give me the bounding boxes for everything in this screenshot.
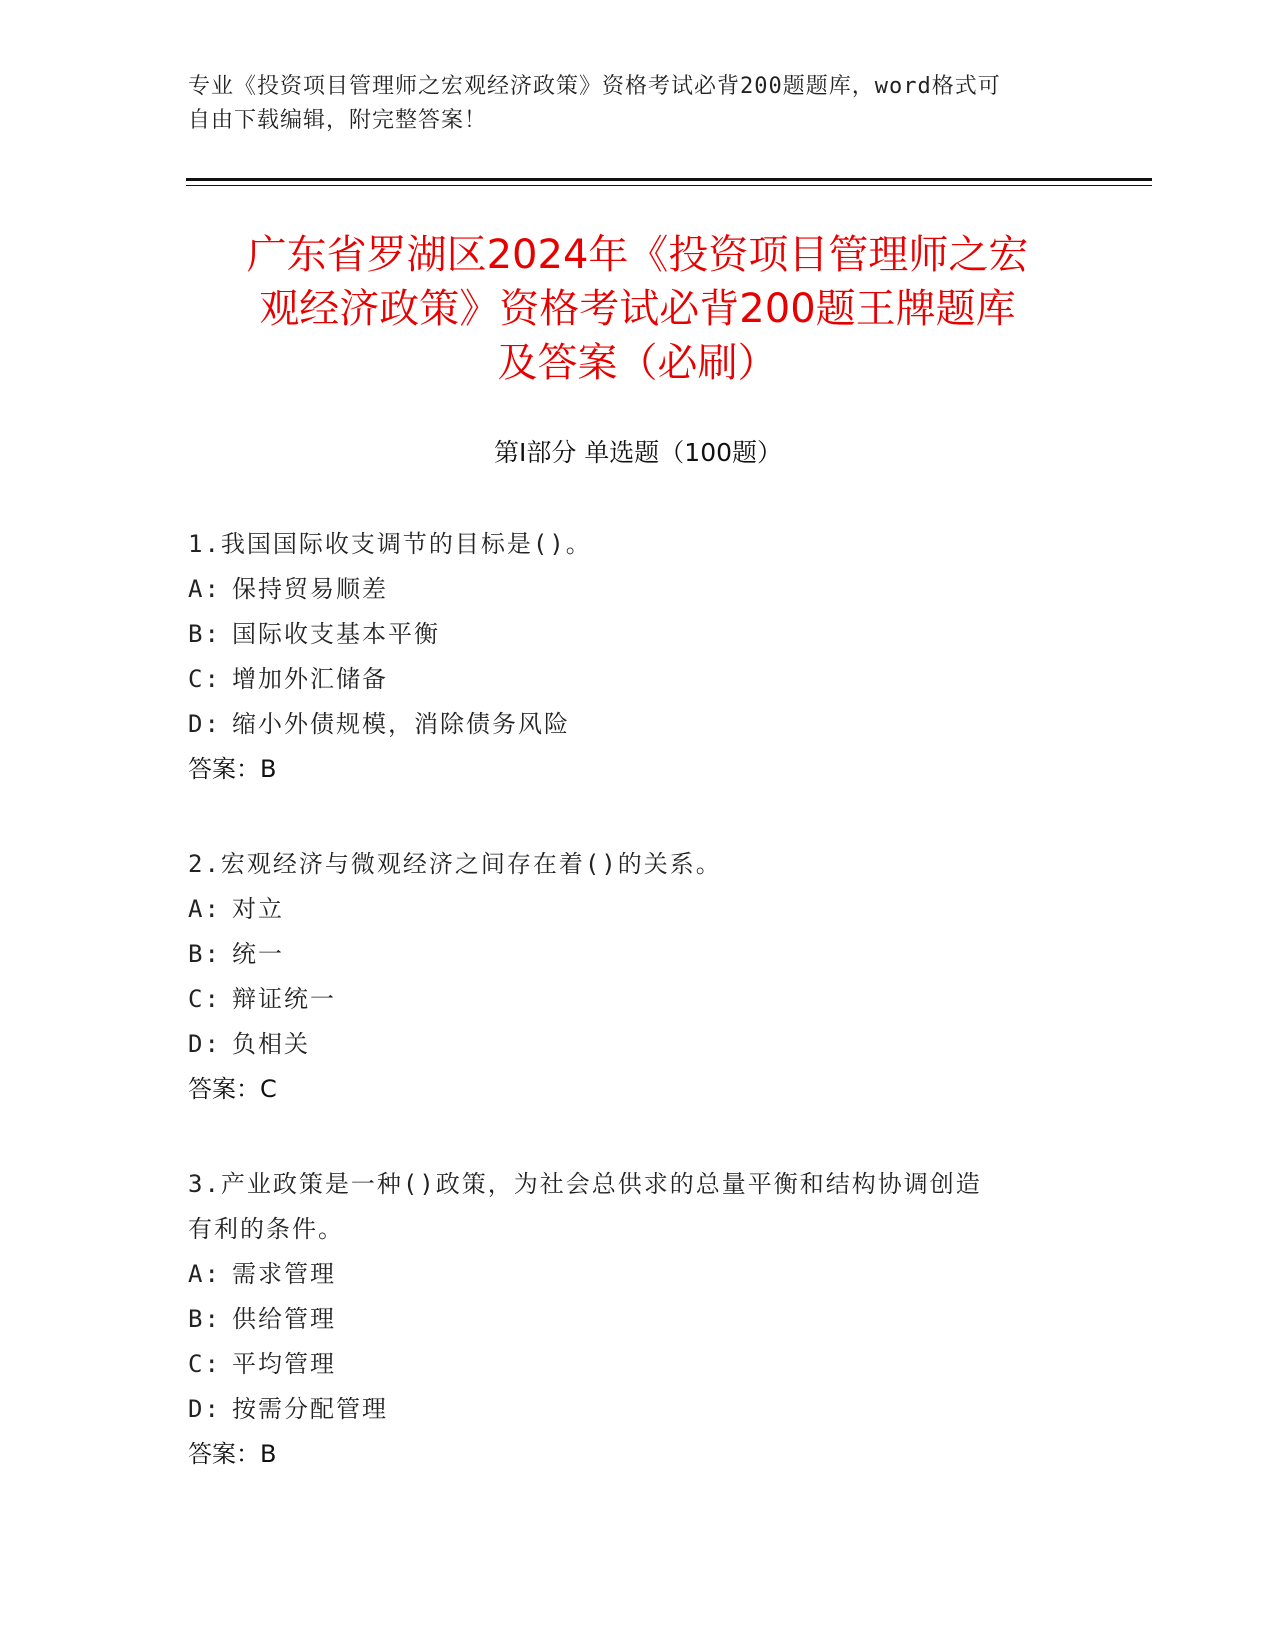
answer-line <box>188 747 1068 792</box>
option-d <box>188 1387 1068 1432</box>
answer-label: 答案： <box>188 1440 260 1468</box>
question-list <box>188 522 1068 1527</box>
option-key: A: <box>188 895 221 923</box>
option-text: 国际收支基本平衡 <box>232 620 440 648</box>
document-title-line-2: 观经济政策》资格考试必背200题王牌题库 <box>259 286 1016 332</box>
header-rule-thick <box>186 178 1152 181</box>
option-d <box>188 1022 1068 1067</box>
option-text: 保持贸易顺差 <box>232 575 388 603</box>
option-c <box>188 657 1068 702</box>
document-title-line-3: 及答案（必刷） <box>497 340 778 386</box>
answer-label: 答案： <box>188 755 260 783</box>
document-title-line-1: 广东省罗湖区2024年《投资项目管理师之宏 <box>246 232 1029 278</box>
question-3 <box>188 1162 1068 1477</box>
option-text: 统一 <box>232 940 284 968</box>
question-1 <box>188 522 1068 792</box>
option-text: 供给管理 <box>232 1305 336 1333</box>
answer-value: C <box>260 1075 277 1103</box>
question-stem: 1.我国国际收支调节的目标是()。 <box>188 530 592 558</box>
header-note-line-2: 自由下载编辑，附完整答案！ <box>188 108 488 133</box>
option-key: B: <box>188 620 221 648</box>
option-key: D: <box>188 1395 221 1423</box>
option-key: B: <box>188 1305 221 1333</box>
header-rule-thin <box>186 185 1152 186</box>
option-a <box>188 887 1068 932</box>
answer-line <box>188 1432 1068 1477</box>
option-a <box>188 1252 1068 1297</box>
document-title <box>170 228 1105 390</box>
answer-line <box>188 1067 1068 1112</box>
option-c <box>188 1342 1068 1387</box>
header-note <box>188 70 1078 138</box>
option-key: C: <box>188 1350 221 1378</box>
option-key: C: <box>188 985 221 1013</box>
option-key: C: <box>188 665 221 693</box>
option-text: 辩证统一 <box>232 985 336 1013</box>
option-b <box>188 1297 1068 1342</box>
option-text: 平均管理 <box>232 1350 336 1378</box>
option-key: B: <box>188 940 221 968</box>
answer-value: B <box>260 1440 277 1468</box>
option-text: 缩小外债规模，消除债务风险 <box>232 710 570 738</box>
option-key: D: <box>188 710 221 738</box>
option-text: 负相关 <box>232 1030 310 1058</box>
answer-value: B <box>260 755 277 783</box>
option-d <box>188 702 1068 747</box>
option-text: 按需分配管理 <box>232 1395 388 1423</box>
question-2 <box>188 842 1068 1112</box>
question-stem: 3.产业政策是一种()政策，为社会总供求的总量平衡和结构协调创造 <box>188 1170 982 1198</box>
option-a <box>188 567 1068 612</box>
header-note-line-1: 专业《投资项目管理师之宏观经济政策》资格考试必背200题题库，word格式可 <box>188 74 1001 99</box>
option-key: A: <box>188 1260 221 1288</box>
option-text: 对立 <box>232 895 284 923</box>
question-stem: 2.宏观经济与微观经济之间存在着()的关系。 <box>188 850 722 878</box>
option-key: D: <box>188 1030 221 1058</box>
option-c <box>188 977 1068 1022</box>
answer-label: 答案： <box>188 1075 260 1103</box>
option-key: A: <box>188 575 221 603</box>
option-text: 增加外汇储备 <box>232 665 388 693</box>
section-title: 第Ⅰ部分 单选题（100题） <box>493 438 783 467</box>
option-text: 需求管理 <box>232 1260 336 1288</box>
question-stem-continued: 有利的条件。 <box>188 1215 344 1243</box>
option-b <box>188 612 1068 657</box>
option-b <box>188 932 1068 977</box>
